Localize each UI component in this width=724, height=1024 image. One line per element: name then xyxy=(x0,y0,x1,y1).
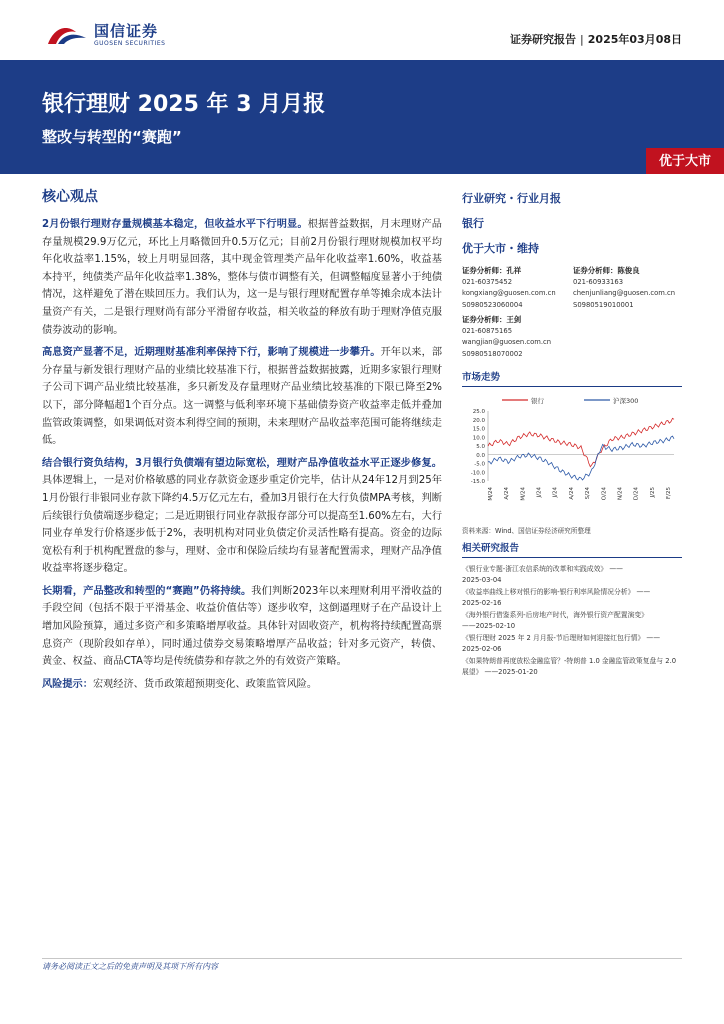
paragraph-lead: 2月份银行理财存量规模基本稳定，但收益水平下行明显。 xyxy=(42,219,308,230)
legend-label: 沪深300 xyxy=(613,396,639,405)
market-chart-svg xyxy=(462,393,682,523)
analyst-name: 陈俊良 xyxy=(617,266,640,275)
related-report-item[interactable]: 《收益率曲线上移对银行的影响-银行利率风险情况分析》 —— xyxy=(462,587,651,596)
x-tick-label: J/24 xyxy=(536,486,543,498)
y-tick-label: -10.0 xyxy=(470,469,485,476)
x-tick-label: D/24 xyxy=(633,486,640,500)
related-report-item[interactable]: 《海外银行借鉴系列-后房地产时代，海外银行资产配置演变》 xyxy=(462,610,648,619)
x-tick-label: S/24 xyxy=(585,486,592,499)
y-tick-label: -15.0 xyxy=(470,478,485,485)
rating-line: 优于大市・维持 xyxy=(462,242,539,255)
x-tick-label: M/24 xyxy=(520,486,527,501)
paragraph-lead: 结合银行资负结构，3月银行负债端有望边际宽松，理财产品净值收益水平正逐步修复。 xyxy=(42,457,442,469)
analyst-list xyxy=(462,265,684,363)
title-banner xyxy=(0,60,724,174)
legend-label: 银行 xyxy=(531,396,544,405)
analyst-role: 证券分析师： xyxy=(462,314,507,324)
paragraph-2 xyxy=(42,344,442,450)
logo-text-en: GUOSEN SECURITIES xyxy=(94,39,166,47)
x-tick-label: A/24 xyxy=(504,486,511,500)
related-report-item[interactable]: 《银行业专题-浙江农信系统的改革和实践成效》 —— xyxy=(462,564,623,573)
analyst-card xyxy=(573,265,684,312)
paragraph-risk xyxy=(42,676,442,694)
industry-name: 银行 xyxy=(462,217,484,230)
y-tick-label: 5.0 xyxy=(476,443,485,450)
paragraph-lead: 风险提示： xyxy=(42,678,93,690)
report-subtitle: 整改与转型的“赛跑” xyxy=(42,128,182,146)
report-meta: 证券研究报告 | 2025年03月08日 xyxy=(510,33,682,46)
related-report-date: 2025-03-04 xyxy=(462,576,502,585)
paragraph-body: 宏观经济、货币政策超预期变化、政策监管风险。 xyxy=(92,678,318,690)
logo-text-cn: 国信证券 xyxy=(94,21,159,40)
chart-source: 资料来源：Wind、国信证券经济研究所整理 xyxy=(462,526,591,535)
analyst-name: 孔祥 xyxy=(506,266,522,275)
y-tick-label: 15.0 xyxy=(472,426,485,433)
paragraph-body: 开年以来，部分存量与新发银行理财产品的业绩比较基准下行，根据普益数据披露，近期多家银行理财子公司下调产品业绩比较基准，多只新发及存量理财产品业绩比较基准的下限已降至2%以下，部分降幅超1个百分点。这一调整与低利率环境下基础债券资产收益率走低并叠加监管政策调整，如果调低对资本利得空间的预期，未来理财产品收益率范围可能将继续走低。 xyxy=(42,347,443,447)
x-tick-label: M/24 xyxy=(488,486,494,501)
analyst-email[interactable]: kongxiang@guosen.com.cn xyxy=(462,289,556,298)
x-tick-label: J/24 xyxy=(552,486,559,498)
footer-disclaimer: 请务必阅读正文之后的免责声明及其项下所有内容 xyxy=(42,962,218,971)
sidebar xyxy=(462,190,684,679)
y-tick-label: -5.0 xyxy=(474,461,485,468)
related-reports-title: 相关研究报告 xyxy=(462,540,682,558)
y-tick-label: 20.0 xyxy=(472,417,485,424)
company-logo xyxy=(44,22,165,48)
analyst-cert: S0980523060004 xyxy=(462,301,523,310)
market-chart xyxy=(462,393,682,523)
analyst-title xyxy=(462,314,573,326)
analyst-card xyxy=(462,314,573,361)
analyst-role: 证券分析师： xyxy=(573,266,618,275)
paragraph-lead: 长期看，产品整改和转型的“赛跑”仍将持续。 xyxy=(42,585,252,597)
x-tick-label: O/24 xyxy=(601,486,608,500)
paragraph-body: 具体逻辑上，一是对价格敏感的同业存款资金逐步重定价完毕，估计从24年12月到25年1月份银行非银同业存款下降约4.5万亿元左右，叠加3月银行在大行负债MPA考核，判断后续银行负债端逐步稳定；二是近期银行同业存款报存部分可以提高至1.60%左右，大行同业存单发行价格逐步低于2%，表明机构对同业负债定价灵活性略有提高。资金的边际宽松有利于机构配置盘的参与，理财、金市和保险后续均有显著配置需求，理财产品净值收益率将逐步稳定。 xyxy=(42,475,442,575)
y-tick-label: 10.0 xyxy=(472,434,485,441)
industry-line: 行业研究・行业月报 xyxy=(462,192,561,205)
analyst-cert: S0980518070002 xyxy=(462,349,523,358)
analyst-phone: 021-60875165 xyxy=(462,326,513,335)
analyst-email[interactable]: wangjian@guosen.com.cn xyxy=(462,338,552,347)
related-report-item[interactable]: 《银行理财 2025 年 2 月月报-节后理财如何迎接红包行情》 —— xyxy=(462,633,661,642)
section-title: 核心观点 xyxy=(42,189,98,205)
y-tick-label: 0.0 xyxy=(476,452,485,459)
analyst-phone: 021-60375452 xyxy=(462,277,513,286)
core-views-section xyxy=(42,186,442,698)
analyst-title xyxy=(573,265,684,277)
analyst-card xyxy=(462,265,573,312)
analyst-cert: S0980519010001 xyxy=(573,301,634,310)
y-tick-label: 25.0 xyxy=(472,408,485,415)
related-report-item[interactable]: 《如果特朗普再度放松金融监管？-特朗普 1.0 金融监管政策复盘与 2.0 展望》 ——2025-01-20 xyxy=(462,656,677,677)
footer-divider xyxy=(42,958,682,959)
report-title: 银行理财 2025 年 3 月月报 xyxy=(42,92,326,117)
related-report-date: 2025-02-16 xyxy=(462,599,502,608)
report-date: 2025年03月08日 xyxy=(587,33,682,46)
guosen-logo-icon xyxy=(44,22,90,48)
analyst-phone: 021-60933163 xyxy=(573,277,624,286)
related-report-date: 2025-02-06 xyxy=(462,645,502,654)
paragraph-lead: 高息资产显著不足，近期理财基准利率保持下行，影响了规模进一步攀升。 xyxy=(42,347,381,359)
series-line-bank xyxy=(488,418,674,466)
analyst-title xyxy=(462,265,573,277)
related-report-date: ——2025-02-10 xyxy=(462,622,516,631)
market-trend-title: 市场走势 xyxy=(462,369,682,387)
paragraph-body: 根据普益数据，月末理财产品存量规模29.9万亿元，环比上月略微回升0.5万亿元；目前2月份银行理财规模加权平均年化收益率1.15%，较上月明显回落，其中现金管理类产品年化收益率1.60%，收益基本持平，纯债类产品年化收益率1.38%，整体与债市调整有关，但调整幅度显著小于纯债情况，这样避免了潜在赎回压力。我们认为，这一是与银行理财配置存单等摊余成本法计量资产有关，二是银行理财尚有部分平滑留存收益，相关收益的释放有助于理财净值克服债券波动的影响。 xyxy=(42,219,442,336)
x-tick-label: N/24 xyxy=(617,486,624,500)
x-tick-label: A/24 xyxy=(568,486,575,500)
analyst-role: 证券分析师： xyxy=(462,266,507,275)
x-tick-label: F/25 xyxy=(666,486,672,499)
x-tick-label: J/25 xyxy=(649,486,656,498)
paragraph-body: 我们判断2023年以来理财利用平滑收益的手段空间（包括不限于平滑基金、收益价值估等）逐步收窄，这倒逼理财子在产品设计上增加风险预算，通过多资产和多策略增厚收益。具体针对固收资产，机构将持续配置高票息资产（现阶段如存单），同时通过债券交易策略增厚产品收益；针对多元资产，转债、黄金、权益、商品CTA等均是传统债券和存款之外的有效资产策略。 xyxy=(42,585,442,668)
related-reports-list xyxy=(462,564,684,679)
analyst-name: 王剑 xyxy=(506,314,522,324)
paragraph-1 xyxy=(42,216,442,339)
report-type: 证券研究报告 xyxy=(510,33,577,46)
paragraph-4 xyxy=(42,583,442,671)
analyst-email[interactable]: chenjunliang@guosen.com.cn xyxy=(573,289,676,298)
series-line-csi300 xyxy=(488,436,674,480)
paragraph-3 xyxy=(42,455,442,578)
rating-badge: 优于大市 xyxy=(646,148,724,174)
